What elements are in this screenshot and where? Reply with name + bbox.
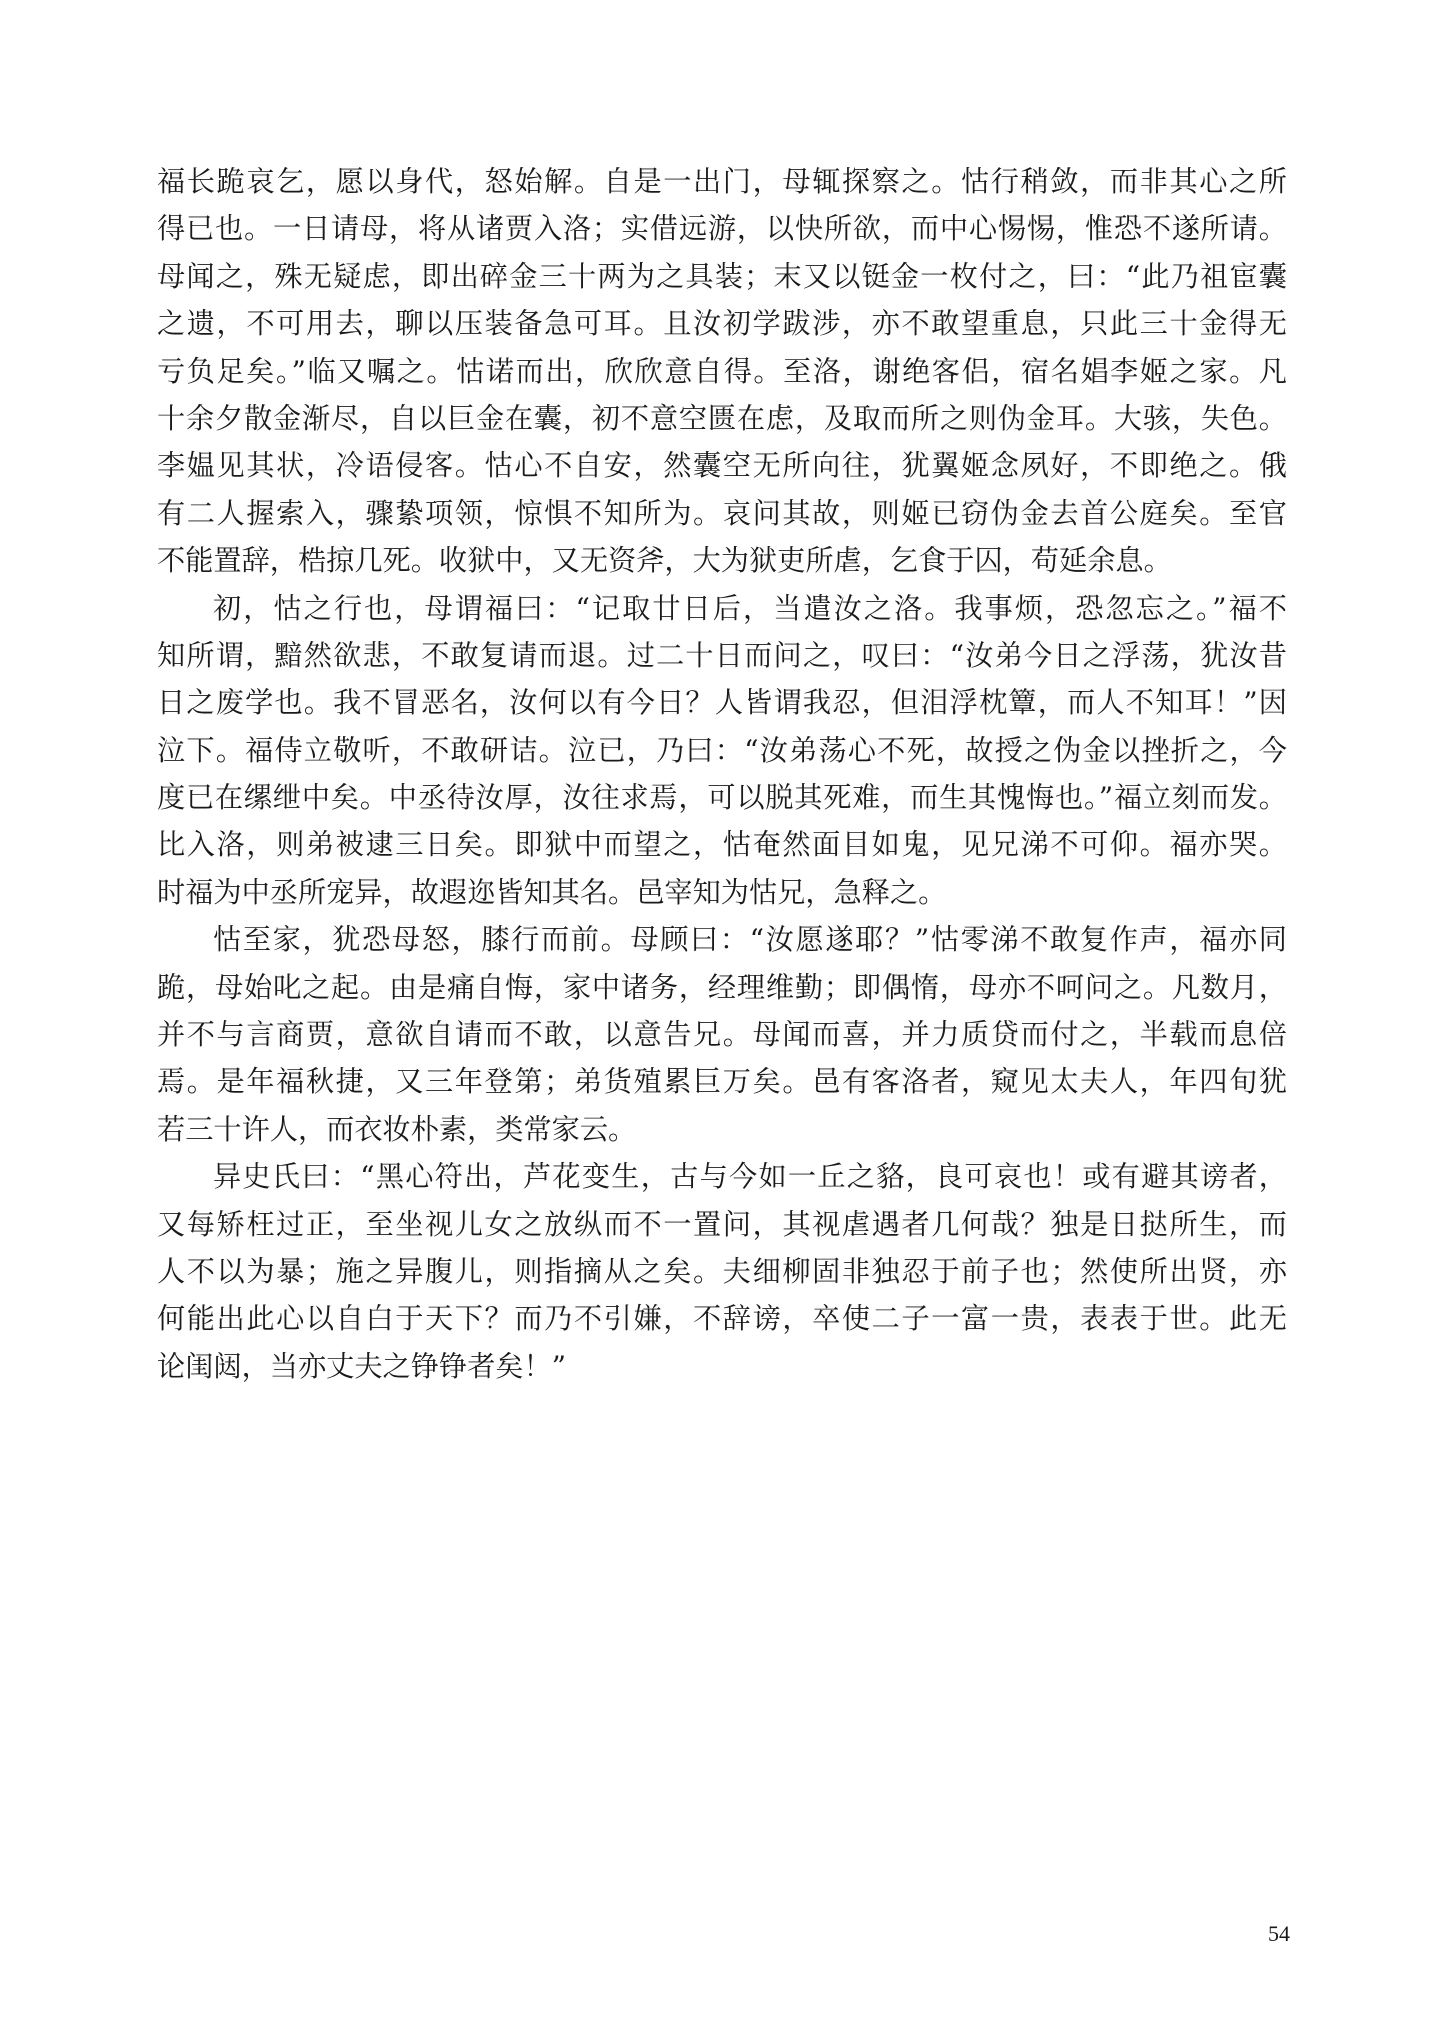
text-line: 知所谓，黯然欲悲，不敢复请而退。过二十日而问之，叹曰：“汝弟今日之浮荡，犹汝昔 [157, 638, 1287, 672]
text-line: 福长跪哀乞，愿以身代，怒始解。自是一出门，母辄探察之。怙行稍敛，而非其心之所 [157, 165, 1287, 198]
text-line: 初，怙之行也，母谓福曰：“记取廿日后，当遣汝之洛。我事烦，恐忽忘之。”福不 [213, 591, 1287, 625]
text-line: 日之废学也。我不冒恶名，汝何以有今日？人皆谓我忍，但泪浮枕簟，而人不知耳！”因 [157, 686, 1287, 720]
text-line: 之遗，不可用去，聊以压装备急可耳。且汝初学跋涉，亦不敢望重息，只此三十金得无 [157, 307, 1287, 341]
text-line: 不能置辞，梏掠几死。收狱中，又无资斧，大为狱吏所虐，乞食于囚，苟延余息。 [157, 544, 1172, 578]
text-line: 泣下。福侍立敬听，不敢研诘。泣已，乃曰：“汝弟荡心不死，故授之伪金以挫折之，今 [157, 733, 1287, 767]
text-line: 母闻之，殊无疑虑，即出碎金三十两为之具装；末又以铤金一枚付之，曰：“此乃祖宦囊 [157, 259, 1287, 293]
text-line: 并不与言商贾，意欲自请而不敢，以意告兄。母闻而喜，并力质贷而付之，半载而息倍 [157, 1018, 1287, 1052]
text-line: 论闺闼，当亦丈夫之铮铮者矣！” [157, 1349, 567, 1383]
text-line: 又每矫枉过正，至坐视儿女之放纵而不一置问，其视虐遇者几何哉？独是日挞所生，而 [157, 1207, 1287, 1241]
text-line: 何能出此心以自白于天下？而乃不引嫌，不辞谤，卒使二子一富一贵，表表于世。此无 [157, 1302, 1287, 1336]
text-line: 亏负足矣。”临又嘱之。怙诺而出，欣欣意自得。至洛，谢绝客侣，宿名娼李姬之家。凡 [157, 354, 1287, 388]
text-line: 人不以为暴；施之异腹儿，则指摘从之矣。夫细柳固非独忍于前子也；然使所出贤，亦 [157, 1254, 1287, 1288]
text-line: 比入洛，则弟被逮三日矣。即狱中而望之，怙奄然面目如鬼，见兄涕不可仰。福亦哭。 [157, 828, 1287, 862]
body-text [157, 158, 1287, 1390]
text-line: 度已在缧绁中矣。中丞待汝厚，汝往求焉，可以脱其死难，而生其愧悔也。”福立刻而发。 [157, 781, 1287, 815]
text-line: 李媪见其状，冷语侵客。怙心不自安，然囊空无所向往，犹翼姬念夙好，不即绝之。俄 [157, 449, 1287, 483]
text-line: 若三十许人，而衣妆朴素，类常家云。 [157, 1112, 637, 1146]
text-line: 跪，母始叱之起。由是痛自悔，家中诸务，经理维勤；即偶惰，母亦不呵问之。凡数月， [157, 970, 1287, 1004]
text-line: 怙至家，犹恐母怒，膝行而前。母顾曰：“汝愿遂耶？”怙零涕不敢复作声，福亦同 [213, 923, 1287, 957]
text-line: 时福为中丞所宠异，故遐迩皆知其名。邑宰知为怙兄，急释之。 [157, 875, 947, 909]
text-line: 异史氏曰：“黑心符出，芦花变生，古与今如一丘之貉，良可哀也！或有避其谤者， [213, 1160, 1287, 1194]
text-line: 有二人握索入，骤絷项领，惊惧不知所为。哀问其故，则姬已窃伪金去首公庭矣。至官 [157, 496, 1287, 530]
text-line: 十余夕散金渐尽，自以巨金在囊，初不意空匮在虑，及取而所之则伪金耳。大骇，失色。 [157, 401, 1287, 435]
text-line: 得已也。一日请母，将从诸贾入洛；实借远游，以快所欲，而中心惕惕，惟恐不遂所请。 [157, 212, 1287, 246]
page-number: 54 [1268, 1921, 1290, 1946]
text-line: 焉。是年福秋捷，又三年登第；弟货殖累巨万矣。邑有客洛者，窥见太夫人，年四旬犹 [157, 1065, 1287, 1099]
